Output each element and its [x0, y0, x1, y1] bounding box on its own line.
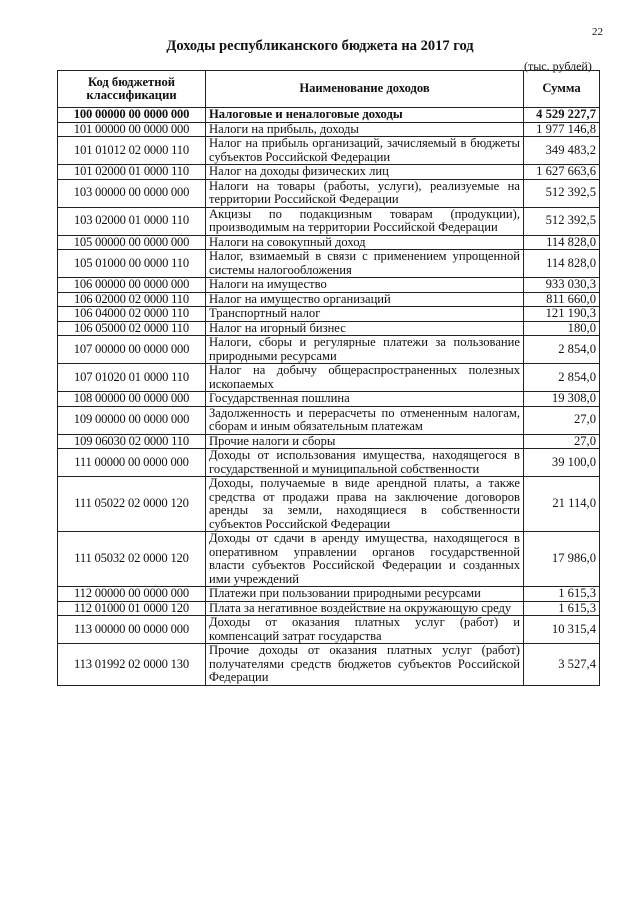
code-cell: 106 04000 02 0000 110	[58, 307, 206, 322]
name-cell: Налоги, сборы и регулярные платежи за пользование природными ресурсами	[206, 336, 524, 364]
table-row	[58, 235, 600, 250]
header-name: Наименование доходов	[206, 71, 524, 108]
amount-cell: 349 483,2	[524, 137, 600, 165]
name-cell: Доходы, получаемые в виде арендной платы, а также средства от продажи права на заключение договоров аренды за земли, находящиеся в собственности субъектов Российской Федерации	[206, 477, 524, 532]
name-cell: Налоги на совокупный доход	[206, 235, 524, 250]
table-row	[58, 449, 600, 477]
table-row	[58, 307, 600, 322]
table-row	[58, 477, 600, 532]
amount-cell: 1 627 663,6	[524, 165, 600, 180]
code-cell: 105 00000 00 0000 000	[58, 235, 206, 250]
table-row	[58, 644, 600, 686]
name-cell: Прочие налоги и сборы	[206, 434, 524, 449]
code-cell: 109 00000 00 0000 000	[58, 406, 206, 434]
amount-cell: 1 977 146,8	[524, 122, 600, 137]
code-cell: 111 05032 02 0000 120	[58, 532, 206, 587]
table-row	[58, 364, 600, 392]
amount-cell: 4 529 227,7	[524, 108, 600, 123]
name-cell: Доходы от использования имущества, находящегося в государственной и муниципальной собственности	[206, 449, 524, 477]
code-cell: 113 00000 00 0000 000	[58, 616, 206, 644]
amount-cell: 39 100,0	[524, 449, 600, 477]
code-cell: 103 00000 00 0000 000	[58, 179, 206, 207]
table-row	[58, 587, 600, 602]
table-row	[58, 601, 600, 616]
code-cell: 111 00000 00 0000 000	[58, 449, 206, 477]
table-row	[58, 207, 600, 235]
code-cell: 106 02000 02 0000 110	[58, 292, 206, 307]
code-cell: 106 05000 02 0000 110	[58, 321, 206, 336]
amount-cell: 21 114,0	[524, 477, 600, 532]
code-cell: 105 01000 00 0000 110	[58, 250, 206, 278]
revenue-table	[57, 70, 600, 686]
amount-cell: 512 392,5	[524, 179, 600, 207]
name-cell: Налог, взимаемый в связи с применением упрощенной системы налогообложения	[206, 250, 524, 278]
name-cell: Налоговые и неналоговые доходы	[206, 108, 524, 123]
code-cell: 100 00000 00 0000 000	[58, 108, 206, 123]
code-cell: 112 00000 00 0000 000	[58, 587, 206, 602]
page-title: Доходы республиканского бюджета на 2017 год	[166, 38, 474, 54]
table-row	[58, 336, 600, 364]
amount-cell: 17 986,0	[524, 532, 600, 587]
name-cell: Налоги на товары (работы, услуги), реализуемые на территории Российской Федерации	[206, 179, 524, 207]
code-cell: 108 00000 00 0000 000	[58, 392, 206, 407]
table-row	[58, 321, 600, 336]
code-cell: 112 01000 01 0000 120	[58, 601, 206, 616]
code-cell: 111 05022 02 0000 120	[58, 477, 206, 532]
amount-cell: 121 190,3	[524, 307, 600, 322]
code-cell: 107 01020 01 0000 110	[58, 364, 206, 392]
amount-cell: 2 854,0	[524, 336, 600, 364]
amount-cell: 114 828,0	[524, 250, 600, 278]
amount-cell: 811 660,0	[524, 292, 600, 307]
name-cell: Налог на добычу общераспространенных полезных ископаемых	[206, 364, 524, 392]
amount-cell: 27,0	[524, 406, 600, 434]
amount-cell: 512 392,5	[524, 207, 600, 235]
table-body	[58, 108, 600, 686]
amount-cell: 933 030,3	[524, 278, 600, 293]
amount-cell: 1 615,3	[524, 587, 600, 602]
table-row	[58, 406, 600, 434]
amount-cell: 3 527,4	[524, 644, 600, 686]
table-row	[58, 532, 600, 587]
name-cell: Акцизы по подакцизным товарам (продукции), производимым на территории Российской Федерации	[206, 207, 524, 235]
header-code: Код бюджетной классификации	[58, 71, 206, 108]
table-row	[58, 165, 600, 180]
table-row	[58, 250, 600, 278]
table-row	[58, 122, 600, 137]
name-cell: Налог на доходы физических лиц	[206, 165, 524, 180]
name-cell: Прочие доходы от оказания платных услуг (работ) получателями средств бюджетов субъектов Российской Федерации	[206, 644, 524, 686]
table-row	[58, 278, 600, 293]
code-cell: 106 00000 00 0000 000	[58, 278, 206, 293]
table-row	[58, 392, 600, 407]
code-cell: 103 02000 01 0000 110	[58, 207, 206, 235]
amount-cell: 114 828,0	[524, 235, 600, 250]
code-cell: 109 06030 02 0000 110	[58, 434, 206, 449]
table-row	[58, 108, 600, 123]
name-cell: Задолженность и перерасчеты по отмененным налогам, сборам и иным обязательным платежам	[206, 406, 524, 434]
amount-cell: 1 615,3	[524, 601, 600, 616]
code-cell: 113 01992 02 0000 130	[58, 644, 206, 686]
name-cell: Налог на игорный бизнес	[206, 321, 524, 336]
code-cell: 107 00000 00 0000 000	[58, 336, 206, 364]
table-row	[58, 292, 600, 307]
name-cell: Налоги на прибыль, доходы	[206, 122, 524, 137]
table-row	[58, 434, 600, 449]
name-cell: Доходы от оказания платных услуг (работ) и компенсаций затрат государства	[206, 616, 524, 644]
table-header-row	[58, 71, 600, 108]
amount-cell: 27,0	[524, 434, 600, 449]
name-cell: Транспортный налог	[206, 307, 524, 322]
table-row	[58, 616, 600, 644]
amount-cell: 180,0	[524, 321, 600, 336]
table-row	[58, 179, 600, 207]
header-amount: Сумма	[524, 71, 600, 108]
name-cell: Платежи при пользовании природными ресурсами	[206, 587, 524, 602]
name-cell: Налог на имущество организаций	[206, 292, 524, 307]
page-number: 22	[592, 26, 603, 38]
name-cell: Налоги на имущество	[206, 278, 524, 293]
amount-cell: 2 854,0	[524, 364, 600, 392]
name-cell: Доходы от сдачи в аренду имущества, находящегося в оперативном управлении органов государственной власти субъектов Российской Федерации и созданных ими учреждений	[206, 532, 524, 587]
units-label: (тыс. рублей)	[524, 59, 592, 73]
table-row	[58, 137, 600, 165]
code-cell: 101 02000 01 0000 110	[58, 165, 206, 180]
code-cell: 101 00000 00 0000 000	[58, 122, 206, 137]
name-cell: Налог на прибыль организаций, зачисляемый в бюджеты субъектов Российской Федерации	[206, 137, 524, 165]
name-cell: Плата за негативное воздействие на окружающую среду	[206, 601, 524, 616]
code-cell: 101 01012 02 0000 110	[58, 137, 206, 165]
amount-cell: 10 315,4	[524, 616, 600, 644]
amount-cell: 19 308,0	[524, 392, 600, 407]
name-cell: Государственная пошлина	[206, 392, 524, 407]
